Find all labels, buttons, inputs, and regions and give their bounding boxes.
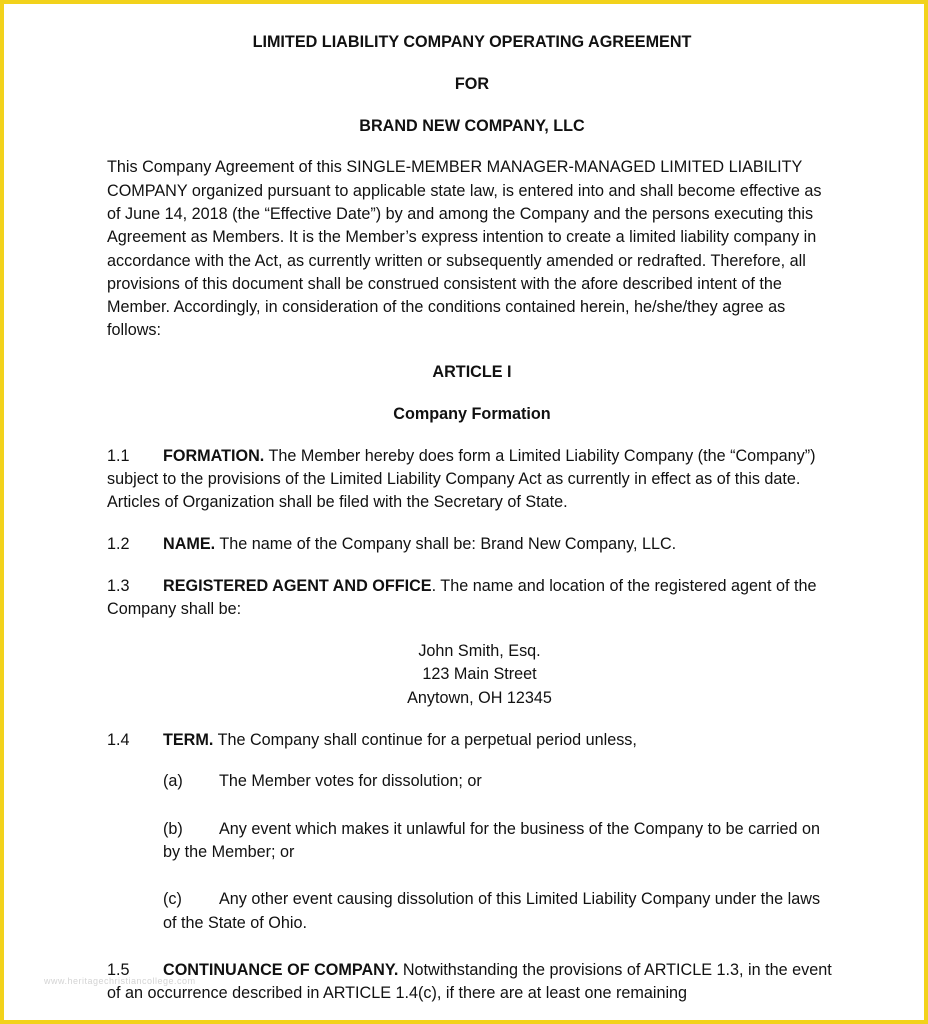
term-item-b (163, 818, 837, 865)
article-subheading: Company Formation (393, 405, 551, 424)
section-1-4 (107, 729, 837, 752)
item-label: (c) (163, 890, 182, 909)
section-title: FORMATION. (163, 446, 265, 465)
item-label: (a) (163, 772, 183, 791)
item-label: (b) (163, 819, 183, 838)
term-item-a (163, 770, 837, 793)
article-heading: ARTICLE I (432, 363, 512, 382)
section-text: The Member hereby does form a Limited Liability Company (the “Company”) subject to the provisions of the Limited Liability Company Act as currently in effect as of this date. Articles of Organization shall be filed with the Secretary of State. (107, 446, 816, 512)
section-1-5 (107, 959, 837, 1006)
section-title: REGISTERED AGENT AND OFFICE (163, 577, 432, 596)
for-label: FOR (454, 74, 490, 93)
document-body (107, 31, 837, 1024)
section-text: The name of the Company shall be: Brand New Company, LLC. (215, 535, 677, 554)
section-text: . The name and location of the registered agent of the Company shall be: (107, 577, 817, 619)
section-number: 1.4 (107, 730, 130, 749)
section-title: TERM. (163, 730, 214, 749)
section-number: 1.5 (107, 960, 130, 979)
agent-city: Anytown, OH 12345 (407, 688, 552, 707)
section-1-2 (107, 533, 837, 556)
agent-name: John Smith, Esq. (418, 642, 541, 661)
intro-paragraph: This Company Agreement of this SINGLE-MEMBER MANAGER-MANAGED LIMITED LIABILITY COMPANY organized pursuant to applicable state law, is entered into and shall become effective as of June 14, 2018 (the “Effective Date”) by and among the Company and the persons executing this Agreement as Members. It is the Member’s express intention to create a limited liability company in accordance with the Act, as currently written or subsequently amended or redrafted. Therefore, all provisions of this document shall be construed consistent with the afore described intent of the Member. Accordingly, in consideration of the conditions contained herein, he/she/they agree as follows: (107, 158, 822, 340)
item-text: Any event which makes it unlawful for the business of the Company to be carried on by the Member; or (163, 819, 821, 861)
section-number: 1.3 (107, 577, 130, 596)
section-text: The Company shall continue for a perpetual period unless, (213, 730, 637, 749)
agent-street: 123 Main Street (422, 665, 537, 684)
document-title: LIMITED LIABILITY COMPANY OPERATING AGREEMENT (252, 33, 692, 51)
item-text: The Member votes for dissolution; or (219, 772, 482, 791)
section-title: NAME. (163, 535, 216, 554)
watermark-text: www.heritagechristiancollege.com (44, 976, 196, 986)
section-text: Notwithstanding the provisions of ARTICLE 1.3, in the event of an occurrence described in ARTICLE 1.4(c), if there are at least one remaining (107, 960, 832, 1003)
section-number: 1.2 (107, 535, 130, 554)
registered-agent-address (107, 640, 837, 710)
section-title: CONTINUANCE OF COMPANY. (163, 960, 399, 979)
section-1-1 (107, 445, 837, 515)
section-1-3 (107, 575, 837, 622)
company-name-heading: BRAND NEW COMPANY, LLC (359, 116, 585, 135)
item-text: Any other event causing dissolution of this Limited Liability Company under the laws of the State of Ohio. (163, 890, 821, 932)
section-number: 1.1 (107, 446, 130, 465)
term-item-c (163, 888, 837, 935)
